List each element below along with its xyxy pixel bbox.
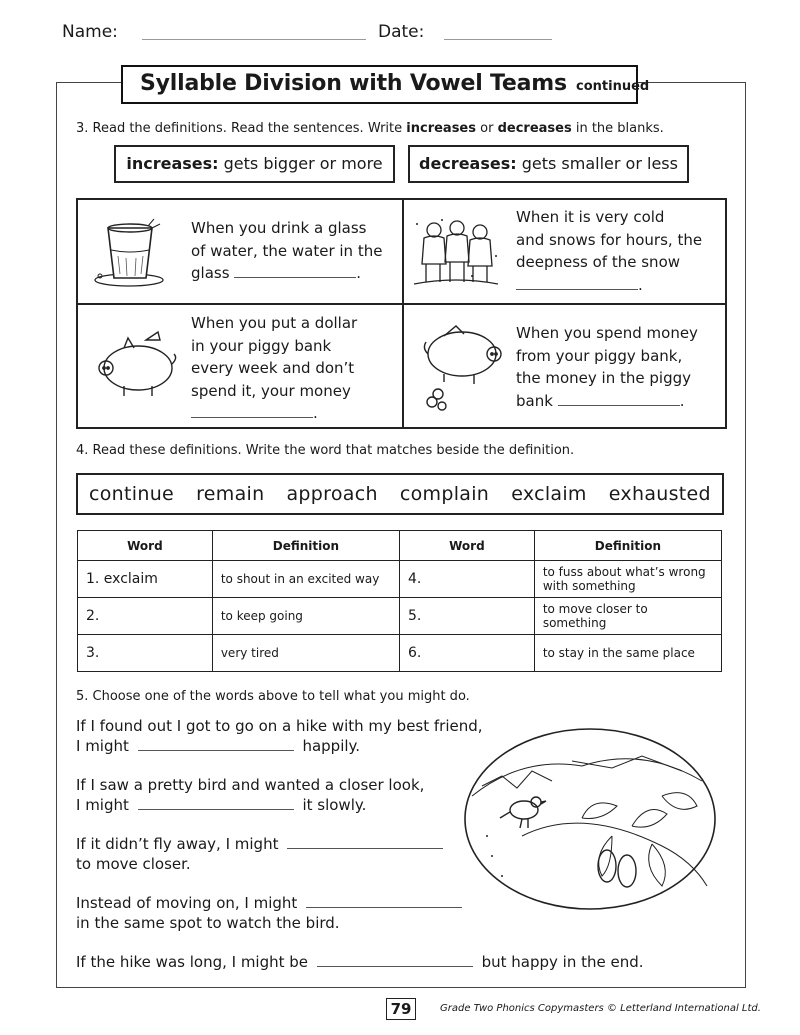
sentence-line: in the same spot to watch the bird. xyxy=(76,914,340,932)
sentence-end: . xyxy=(679,391,685,410)
sentence-line: When you spend money xyxy=(516,324,698,342)
piggy-bank-coins-icon xyxy=(422,322,506,412)
sentence-line: When you put a dollar xyxy=(191,314,358,332)
piggy-bank-icon xyxy=(94,328,178,400)
table-row xyxy=(78,598,722,635)
definition-term: increases: xyxy=(126,154,219,173)
page-number: 79 xyxy=(386,998,416,1020)
sentence-line: and snows for hours, the xyxy=(516,230,703,249)
word-bank-item: continue xyxy=(89,483,175,505)
word-bank-item: approach xyxy=(286,483,378,505)
table-row xyxy=(78,635,722,672)
answer-blank[interactable] xyxy=(558,392,680,406)
sentence-cell xyxy=(191,312,357,425)
sentence-2 xyxy=(76,775,424,815)
sentence-line: glass xyxy=(191,264,230,282)
sentence-line: it slowly. xyxy=(302,796,367,814)
word-increases: increases xyxy=(406,121,476,136)
table-header-row xyxy=(78,531,722,561)
sentence-line: I might xyxy=(76,737,129,755)
definition-cell: to keep going xyxy=(212,598,399,635)
table-header: Word xyxy=(399,531,534,561)
answer-blank[interactable] xyxy=(234,264,356,278)
sentence-cell xyxy=(516,206,702,296)
word-bank-item: remain xyxy=(196,483,265,505)
sentence-grid xyxy=(76,198,727,429)
sentence-line: every week and don’t xyxy=(191,359,355,377)
copyright-credit: Grade Two Phonics Copymasters © Letterland International Ltd. xyxy=(440,1003,761,1014)
sentence-cell xyxy=(191,217,382,285)
sentence-line: When you drink a glass xyxy=(191,219,367,237)
grid-divider xyxy=(78,303,725,305)
word-cell[interactable]: 5. xyxy=(399,598,534,635)
sentence-end: . xyxy=(356,264,362,282)
definition-cell: to move closer to something xyxy=(534,598,721,635)
word-bank-item: exhausted xyxy=(608,483,711,505)
word-cell[interactable]: 6. xyxy=(399,635,534,672)
table-header: Definition xyxy=(534,531,721,561)
sentence-line: spend it, your money xyxy=(191,381,351,400)
definition-cell: to shout in an excited way xyxy=(212,561,399,598)
word-cell[interactable]: 2. xyxy=(78,598,213,635)
sentence-line: the money in the piggy xyxy=(516,369,691,387)
sentence-line: of water, the water in the xyxy=(191,241,383,260)
name-label: Name: xyxy=(62,22,118,42)
definition-box-increases xyxy=(114,145,395,183)
sentence-line: but happy in the end. xyxy=(481,953,644,971)
sentence-line: to move closer. xyxy=(76,855,191,873)
sentence-3 xyxy=(76,834,443,874)
date-field[interactable] xyxy=(444,39,552,40)
sentence-cell xyxy=(516,322,698,412)
definition-cell: very tired xyxy=(212,635,399,672)
section4-instruction: 4. Read these definitions. Write the word that matches beside the definition. xyxy=(76,443,575,458)
word-bank-item: complain xyxy=(399,483,490,505)
answer-blank[interactable] xyxy=(287,837,443,849)
title-main: Syllable Division with Vowel Teams xyxy=(140,71,567,96)
name-field[interactable] xyxy=(142,39,366,40)
sentence-line: Instead of moving on, I might xyxy=(76,894,298,912)
sentence-line: If I found out I got to go on a hike with my best friend, xyxy=(76,717,483,735)
answer-blank[interactable] xyxy=(306,896,462,908)
instruction-text: in the blanks. xyxy=(571,121,664,136)
page-title xyxy=(121,65,650,104)
table-header: Word xyxy=(78,531,213,561)
word-cell[interactable]: 1. exclaim xyxy=(78,561,213,598)
table-row xyxy=(78,561,722,598)
answer-blank[interactable] xyxy=(191,404,313,418)
title-suffix: continued xyxy=(576,79,650,94)
definition-text: gets smaller or less xyxy=(516,154,678,173)
definition-cell: to fuss about what’s wrong with something xyxy=(534,561,721,598)
sentence-line: happily. xyxy=(302,737,361,755)
sentence-5 xyxy=(76,952,644,972)
definition-text: gets bigger or more xyxy=(218,154,383,173)
definition-cell: to stay in the same place xyxy=(534,635,721,672)
answer-blank[interactable] xyxy=(138,739,294,751)
sentence-line: If it didn’t fly away, I might xyxy=(76,835,279,853)
word-cell[interactable]: 4. xyxy=(399,561,534,598)
sentence-line: When it is very cold xyxy=(516,208,665,226)
sentence-line: bank xyxy=(516,391,553,410)
instruction-text: or xyxy=(476,121,498,136)
sentence-end: . xyxy=(638,275,643,294)
grid-divider xyxy=(402,200,404,427)
word-decreases: decreases xyxy=(497,121,572,136)
sentence-1 xyxy=(76,716,483,756)
word-definition-table xyxy=(77,530,722,672)
sentence-line: in your piggy bank xyxy=(191,336,332,355)
table-header: Definition xyxy=(212,531,399,561)
sentence-line: If I saw a pretty bird and wanted a closer look, xyxy=(76,776,425,794)
glass-of-water-icon xyxy=(90,216,168,288)
sentence-line: deepness of the snow xyxy=(516,253,681,271)
section3-instruction xyxy=(76,121,664,136)
sentence-end: . xyxy=(313,404,318,422)
date-label: Date: xyxy=(378,22,425,42)
children-in-snow-icon xyxy=(412,216,500,288)
definition-box-decreases xyxy=(408,145,689,183)
answer-blank[interactable] xyxy=(516,276,638,290)
word-bank-item: exclaim xyxy=(511,483,587,505)
sentence-4 xyxy=(76,893,462,933)
bird-on-branch-icon xyxy=(462,726,718,912)
sentence-line: If the hike was long, I might be xyxy=(76,953,309,971)
word-bank xyxy=(76,473,724,515)
sentence-line: from your piggy bank, xyxy=(516,346,683,365)
word-cell[interactable]: 3. xyxy=(78,635,213,672)
definition-term: decreases: xyxy=(419,154,517,173)
instruction-text: 3. Read the definitions. Read the sentences. Write xyxy=(76,121,407,136)
answer-blank[interactable] xyxy=(138,798,294,810)
answer-blank[interactable] xyxy=(317,955,473,967)
section5-instruction: 5. Choose one of the words above to tell what you might do. xyxy=(76,689,470,704)
sentence-line: I might xyxy=(76,796,129,814)
